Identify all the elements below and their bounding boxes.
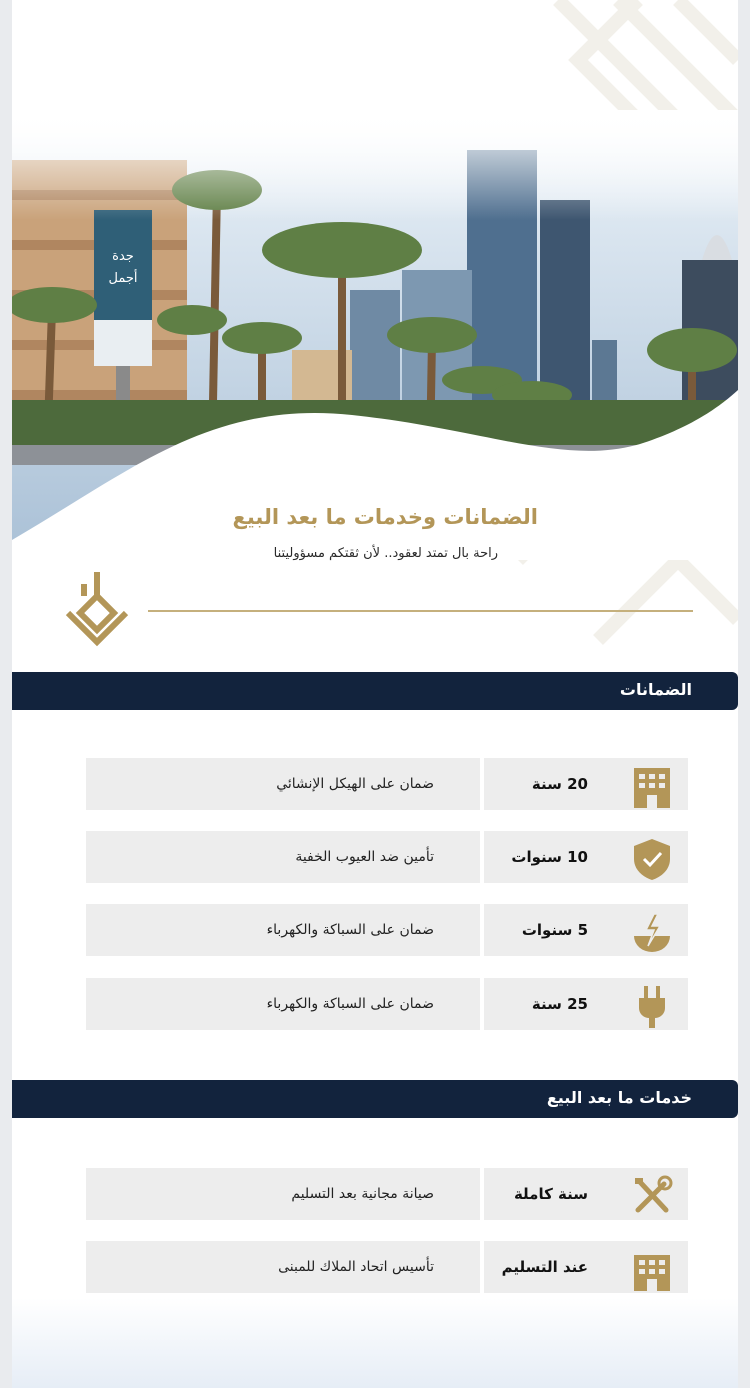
after-sales-heading: خدمات ما بعد البيع [546,1088,692,1107]
warranty-period: 25 سنة [531,995,588,1013]
service-period: سنة كاملة [513,1185,588,1203]
warranty-row [86,978,688,1030]
bottom-fade [12,1298,738,1388]
billboard-text-2: أجمل [108,271,138,286]
building-icon [630,764,674,808]
warranties-heading: الضمانات [619,680,692,699]
service-period: عند التسليم [501,1258,588,1276]
warranty-period: 20 سنة [531,775,588,793]
hero-city-image [12,110,738,560]
warranty-desc: ضمان على السباكة والكهرباء [86,904,480,956]
warranty-period-cell [484,904,688,956]
warranty-desc: ضمان على السباكة والكهرباء [86,978,480,1030]
after-sales-section-header [12,1080,738,1118]
service-row [86,1168,688,1220]
warranty-period: 5 سنوات [521,921,588,939]
service-period-cell [484,1241,688,1293]
page-subtitle: راحة بال تمتد لعقود.. لأن ثقتكم مسؤوليتنا [273,546,498,561]
warranty-row [86,831,688,883]
warranty-desc: تأمين ضد العيوب الخفية [86,831,480,883]
warranty-period-cell [484,978,688,1030]
service-desc: تأسيس اتحاد الملاك للمبنى [86,1241,480,1293]
plumbing-electric-icon [630,910,674,954]
warranty-row [86,904,688,956]
tools-icon [630,1174,674,1218]
building-icon [630,1247,674,1291]
gold-divider [148,610,693,612]
warranty-desc: ضمان على الهيكل الإنشائي [86,758,480,810]
service-desc: صيانة مجانية بعد التسليم [86,1168,480,1220]
service-row [86,1241,688,1293]
warranty-row [86,758,688,810]
plug-icon [630,984,674,1028]
service-period-cell [484,1168,688,1220]
warranty-period-cell [484,831,688,883]
company-logo-icon [58,566,136,648]
warranty-period: 10 سنوات [511,848,588,866]
shield-check-icon [630,837,674,881]
billboard-text-1: جدة [112,249,134,264]
brochure-page [12,0,738,1388]
warranty-period-cell [484,758,688,810]
warranties-section-header [12,672,738,710]
page-title: الضمانات وخدمات ما بعد البيع [232,505,538,529]
